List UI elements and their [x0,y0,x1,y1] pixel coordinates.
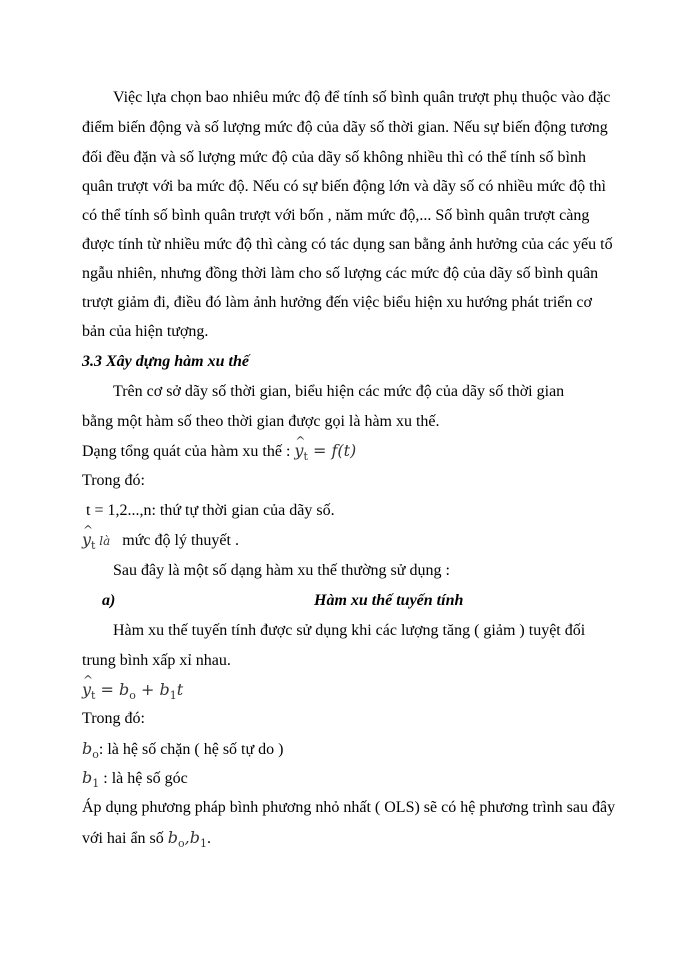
paragraph-1-line-9: bản của hiện tượng. [82,323,209,340]
b0-definition-line [82,739,284,765]
item-a-title: Hàm xu thế tuyến tính [314,592,464,609]
paragraph-1-line-8: trượt giảm đi, điều đó làm ảnh hưởng đến việc biểu hiện xu hướng phát triển cơ [82,294,592,311]
general-formula: ^ $y_t = f(t)$ [294,441,356,460]
linear-formula: ^ $y_t = b_o + b_1t$ [82,680,183,706]
ols-variables: $b_o,b_1$ [167,828,207,851]
b1-definition-line [82,768,188,794]
where-label-1: Trong đó: [82,472,145,489]
ols-line-1: Áp dụng phương pháp bình phương nhỏ nhất ( OLS) sẽ có hệ phương trình sau đây [82,799,616,816]
intro-forms: Sau đây là một số dạng hàm xu thế thường sử dụng : [113,562,450,579]
item-a-label: a) [102,592,116,609]
general-form-label: Dạng tổng quát của hàm xu thế : [82,443,291,460]
b0-symbol: $b_o$ [82,739,99,762]
b0-definition-text: : là hệ số chặn ( hệ số tự do ) [98,741,284,758]
paragraph-2-line-1: Trên cơ sở dãy số thời gian, biểu hiện các mức độ của dãy số thời gian [113,383,565,400]
yt-definition-line [82,530,239,556]
paragraph-2-line-2: bằng một hàm số theo thời gian được gọi là hàm xu thế. [82,413,440,430]
yt-symbol: ^ $y_t$ là [82,530,110,549]
t-definition: t = 1,2...,n: thứ tự thời gian của dãy số. [86,502,335,519]
paragraph-1-line-2: điểm biến động và số lượng mức độ của dãy số thời gian. Nếu sự biến động tương [82,119,608,136]
b1-definition-text: : là hệ số góc [99,770,188,787]
paragraph-1-line-1: Việc lựa chọn bao nhiêu mức độ để tính số bình quân trượt phụ thuộc vào đặc [113,89,611,106]
paragraph-1-line-6: được tính từ nhiều mức độ thì càng có tác dụng san bằng ảnh hưởng của các yếu tố [82,236,613,253]
b1-symbol: $b_1$ [82,768,100,791]
section-heading: 3.3 Xây dựng hàm xu thế [82,353,249,370]
yt-definition-text: mức độ lý thuyết . [122,532,239,549]
where-label-2: Trong đó: [82,710,145,727]
ols-line-2: với hai ẩn số $b_o,b_1$. [82,828,211,851]
paragraph-1-line-4: quân trượt với ba mức độ. Nếu có sự biến động lớn và dãy số có nhiều mức độ thì [82,178,606,195]
paragraph-1-line-3: đối đều đặn và số lượng mức độ của dãy số không nhiều thì có thể tính số bình [82,149,586,166]
paragraph-3-line-1: Hàm xu thế tuyến tính được sử dụng khi các lượng tăng ( giảm ) tuyệt đối [113,622,586,639]
paragraph-1-line-7: ngẫu nhiên, nhưng đồng thời làm cho số lượng các mức độ của dãy số bình quân [82,265,599,282]
paragraph-1-line-5: có thể tính số bình quân trượt với bốn , năm mức độ,... Số bình quân trượt càng [82,207,590,224]
general-form-line [82,441,356,467]
paragraph-3-line-2: trung bình xấp xỉ nhau. [82,652,231,669]
